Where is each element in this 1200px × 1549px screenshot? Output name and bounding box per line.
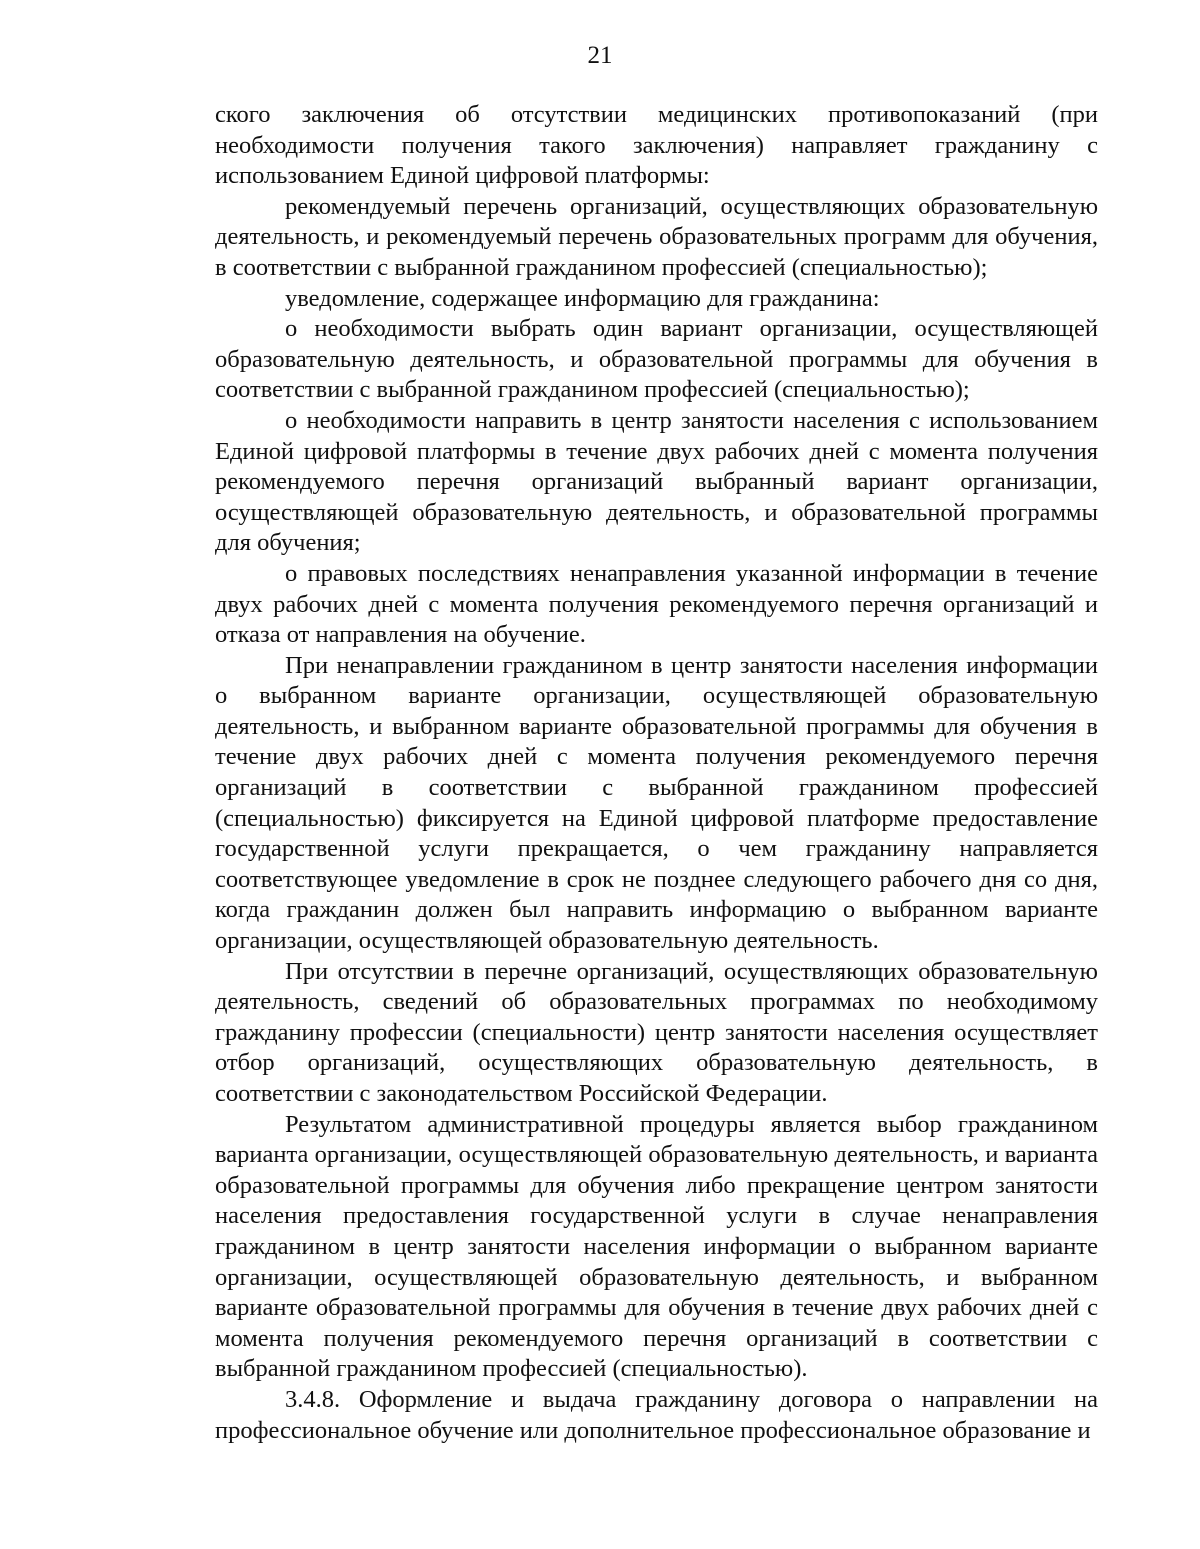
paragraph-notification: уведомление, содержащее информацию для гражданина: [285, 284, 880, 312]
paragraph-recommended-list: рекомендуемый перечень организаций, осуществляющих образовательную деятельность, и рекомендуемый перечень образовательных программ для обучения, в соответствии с выбранной гражданином профессией (специальностью); [215, 192, 1098, 281]
page-number: 21 [587, 42, 613, 69]
paragraph-send-choice: о необходимости направить в центр занятости населения с использованием Единой цифровой платформы в течение двух рабочих дней с момента получения рекомендуемого перечня организаций выбранный вариант организации, осуществляющей образовательную деятельность, и образовательной программы для обучения; [215, 406, 1098, 557]
paragraph-procedure-result: Результатом административной процедуры является выбор гражданином варианта организации, осуществляющей образовательную деятельность, и варианта образовательной программы для обучения либо прекращение центром занятости населения предоставления государственной услуги в случае ненаправления гражданином в центр занятости населения информации о выбранном варианте организации, осуществляющей образовательную деятельность, и выбранном варианте образовательной программы для обучения в течение двух рабочих дней с момента получения рекомендуемого перечня организаций в соответствии с выбранной гражданином профессией (специальностью). [215, 1110, 1098, 1383]
paragraph-choose-option: о необходимости выбрать один вариант организации, осуществляющей образовательную деятельность, и образовательной программы для обучения в соответствии с выбранной гражданином профессией (специальностью); [215, 315, 1098, 404]
paragraph-continuation: ского заключения об отсутствии медицинских противопоказаний (при необходимости получения такого заключения) направляет гражданину с использованием Единой цифровой платформы: [215, 101, 1098, 190]
document-body [215, 100, 1098, 1446]
paragraph-absence-in-list: При отсутствии в перечне организаций, осуществляющих образовательную деятельность, сведений об образовательных программах по необходимому гражданину профессии (специальности) центр занятости населения осуществляет отбор организаций, осуществляющих образовательную деятельность, в соответствии с законодательством Российской Федерации. [215, 957, 1098, 1107]
paragraph-non-submission: При ненаправлении гражданином в центр занятости населения информации о выбранном варианте организации, осуществляющей образовательную деятельность, и выбранном варианте образовательной программы для обучения в течение двух рабочих дней с момента получения рекомендуемого перечня организаций в соответствии с выбранной гражданином профессией (специальностью) фиксируется на Единой цифровой платформе предоставление государственной услуги прекращается, о чем гражданину направляется соответствующее уведомление в срок не позднее следующего рабочего дня со дня, когда гражданин должен был направить информацию о выбранном варианте организации, осуществляющей образовательную деятельность. [215, 651, 1098, 955]
paragraph-legal-consequences: о правовых последствиях ненаправления указанной информации в течение двух рабочих дней с момента получения рекомендуемого перечня организаций и отказа от направления на обучение. [215, 559, 1098, 649]
paragraph-section-3-4-8: 3.4.8. Оформление и выдача гражданину договора о направлении на профессиональное обучение или дополнительное профессиональное образование и [215, 1385, 1098, 1444]
